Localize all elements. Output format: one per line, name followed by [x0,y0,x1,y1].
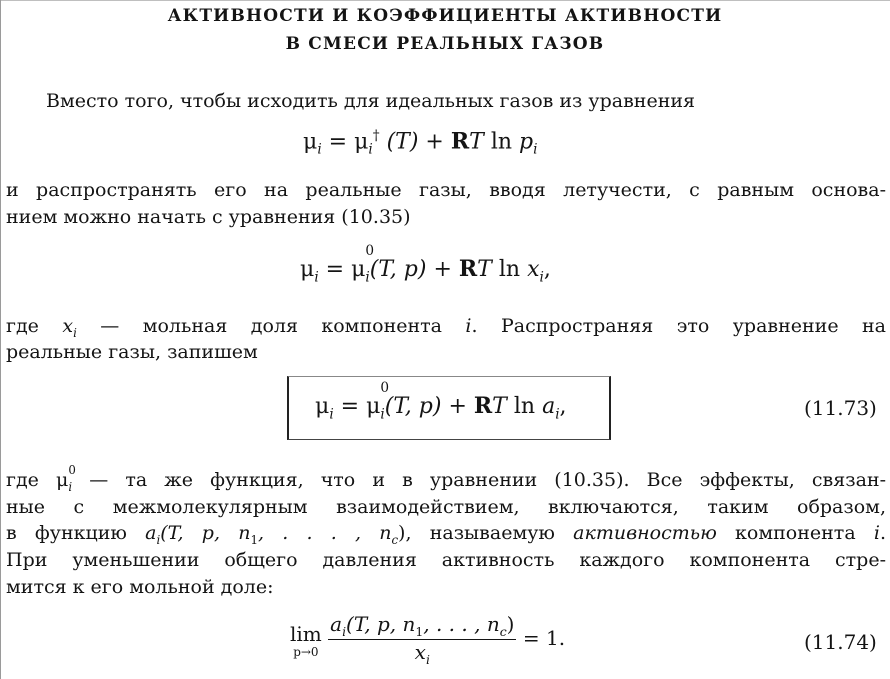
p4-l3-close: ), [398,522,412,544]
eq1-arg: (T) [386,129,419,155]
p4-l3-text-a: в функцию [6,522,146,544]
eq3-mu: μ [315,394,330,419]
eq4-numerator [328,612,516,640]
eq2-ln: ln [491,257,528,282]
eq3-sup-0: 0 [380,380,390,396]
eq3-T: T [492,394,507,419]
eq2-mu: μ [300,257,315,282]
eq4-den-x: x [414,640,426,664]
eq2-comma: , [543,257,551,282]
eq1-dagger: † [372,128,380,144]
eq2-args: (T, p) [369,257,427,282]
eq2-plus: + [426,257,459,282]
eq4-lim [290,622,322,658]
eq1-mu: μ [303,129,318,155]
eq2-R: R [458,256,478,282]
eq3-ln: ln [506,394,543,419]
eq2-T: T [477,257,492,282]
p4-l3-args: (T, p, n [160,522,251,544]
p4-text-a: где [6,469,57,491]
page-left-edge [0,0,1,679]
p4-l3-a: a [145,522,157,544]
paragraph-3-line-2: реальные газы, запишем [6,341,258,363]
equation-mole-fraction-form [300,243,551,286]
equation-number-11-74: (11.74) [804,630,877,654]
eq4-den-sub-i: i [425,652,430,667]
paragraph-2-line-2: нием можно начать с уравнения (10.35) [6,206,411,228]
p3-x-sub: i [73,325,77,340]
eq3-mu-0: μ [366,394,381,419]
p3-x: x [62,315,74,337]
eq2-sup-0: 0 [365,243,375,259]
eq2-sub-i-2: i [365,269,370,286]
eq4-num-close: ) [506,612,515,636]
p4-l3-dot: . [879,522,886,544]
equation-limit [290,612,565,667]
eq4-num-sub-1: 1 [415,624,424,639]
p4-l3-sub-c: c [391,532,399,547]
eq4-one: 1. [545,626,566,650]
paragraph-4-line-5: мится к его мольной доле: [6,576,274,598]
p3-text-b: — мольная доля компонента [76,315,466,337]
eq3-equals: = [333,394,367,419]
eq4-num-sub-i: i [342,624,347,639]
eq4-lim-word: lim [290,621,322,646]
equation-number-11-73: (11.73) [804,396,877,420]
p4-l3-text-b: называемую [411,522,574,544]
eq4-denominator [328,640,516,667]
p3-text-c: . Распространяя это уравнение на [471,315,887,337]
eq1-sub-i-2: i [368,141,373,158]
paragraph-4-line-4: При уменьшении общего давления активность каждого компонента стре- [6,549,886,571]
equation-ideal-gas-chemical-potential [303,128,537,158]
eq1-sub-i-3: i [533,141,538,158]
eq3-R: R [473,393,493,419]
section-title-line-2: В СМЕСИ РЕАЛЬНЫХ ГАЗОВ [285,34,605,54]
p4-l3-sub-1: 1 [250,532,258,547]
eq1-p: p [519,129,534,155]
eq1-ln: ln [483,129,520,155]
p3-i: i [465,315,472,337]
eq2-x: x [527,257,540,282]
eq1-T: T [469,129,484,155]
eq1-mu-ref: μ [354,129,369,155]
eq4-num-a: a [330,612,343,636]
paragraph-4-line-2: ные с межмолекулярным взаимодействием, включаются, таким образом, [6,496,886,518]
eq2-mu-0: μ [351,257,366,282]
eq2-sub-i-3: i [539,269,544,286]
p4-sub-i: i [68,479,73,494]
eq4-num-args2: , . . . , n [423,612,500,636]
eq3-sub-i: i [329,406,334,423]
p3-text-a: где [6,315,63,337]
p4-sup-0: 0 [68,463,76,477]
eq4-equals: = [516,626,546,650]
p4-mu: μ [56,469,69,491]
p4-l3-i: i [873,522,880,544]
p4-text-b: — та же функция, что и в уравнении (10.35). Все эффекты, связан- [72,469,886,491]
eq1-plus: + [418,129,451,155]
p4-l3-emphasis: активностью [573,522,717,544]
eq2-equals: = [318,257,352,282]
section-title-line-1: АКТИВНОСТИ И КОЭФФИЦИЕНТЫ АКТИВНОСТИ [167,6,723,26]
eq2-sub-i: i [314,269,319,286]
paragraph-2-line-1: и распространять его на реальные газы, вводя летучести, с равным основа- [6,179,886,201]
equation-activity-form [315,380,567,423]
eq3-sub-i-3: i [555,406,560,423]
paragraph-1-line-1: Вместо того, чтобы исходить для идеальных газов из уравнения [46,90,696,112]
eq1-sub-i: i [317,141,322,158]
p4-l3-args2: , . . . , n [257,522,392,544]
eq1-R: R [450,128,470,155]
page-top-edge [0,0,890,1]
eq3-plus: + [441,394,474,419]
eq4-fraction [328,612,516,667]
eq3-a: a [542,394,556,419]
eq4-num-args: (T, p, n [346,612,416,636]
p4-l3-sub-i: i [156,532,161,547]
p4-l3-text-c: компонента [716,522,874,544]
eq4-num-sub-c: c [499,624,507,639]
eq3-comma: , [559,394,567,419]
eq4-lim-sub: p→0 [293,644,319,659]
eq3-sub-i-2: i [380,406,385,423]
eq3-args: (T, p) [384,394,442,419]
eq1-equals: = [321,129,355,155]
